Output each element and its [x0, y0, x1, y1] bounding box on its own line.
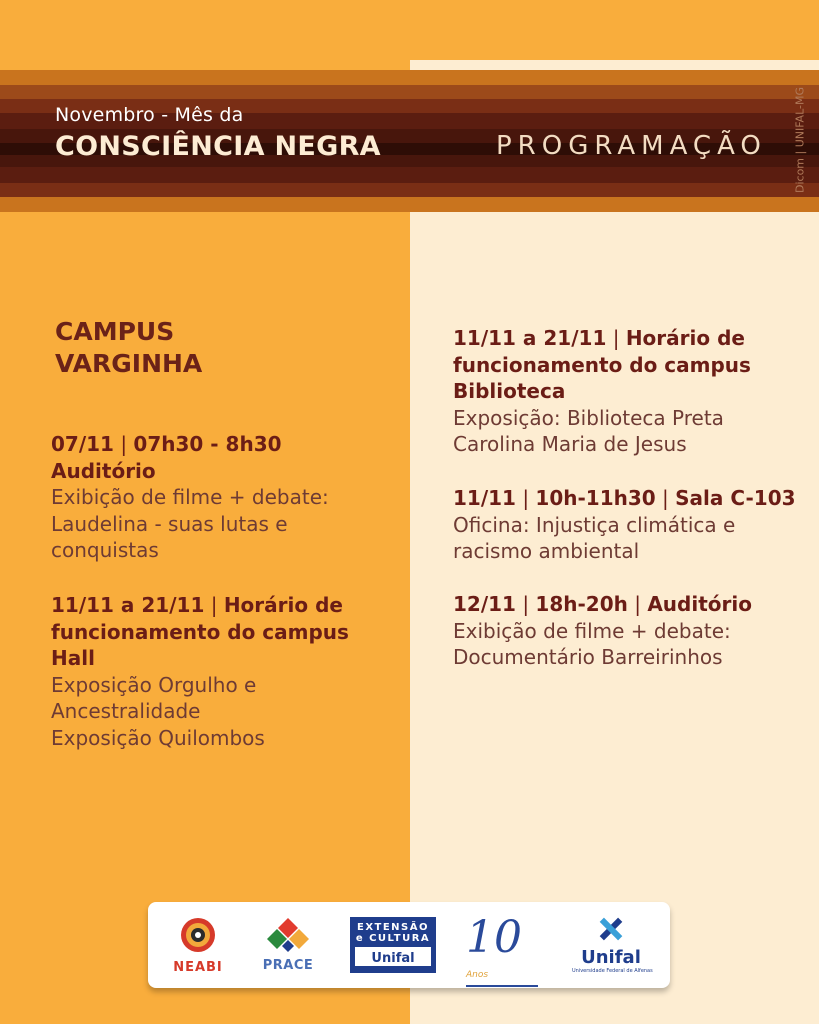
event-place: Hall	[51, 646, 95, 670]
event-head-line2: funcionamento do campus	[453, 352, 751, 377]
prace-emblem-icon	[258, 916, 318, 952]
extensao-line2: e CULTURA	[355, 933, 431, 944]
event-header: 11/11 a 21/11 | Horário de	[51, 593, 343, 617]
unifal-emblem-icon	[572, 914, 650, 944]
banner-subtitle: Novembro - Mês da	[55, 104, 244, 126]
event-head-line2: funcionamento do campus	[51, 619, 349, 644]
event-header: 07/11 | 07h30 - 8h30	[51, 432, 282, 456]
event-date: 11/11 a 21/11	[453, 326, 607, 350]
event-card	[453, 325, 751, 458]
event-desc-line: Documentário Barreirinhos	[453, 645, 723, 669]
event-desc-line: racismo ambiental	[453, 539, 640, 563]
neabi-logo	[170, 916, 226, 976]
event-desc-line: Ancestralidade	[51, 699, 201, 723]
event-date: 12/11	[453, 592, 516, 616]
event-desc-line: Oficina: Injustiça climática e	[453, 512, 736, 537]
event-time: 07h30 - 8h30	[133, 432, 282, 456]
neabi-label: NEABI	[173, 960, 223, 975]
event-time: 10h-11h30	[535, 486, 656, 510]
event-place: Auditório	[51, 458, 156, 483]
extensao-line1: EXTENSÃO	[356, 922, 429, 933]
banner-title: CONSCIÊNCIA NEGRA	[55, 131, 381, 162]
event-date: 11/11 a 21/11	[51, 593, 205, 617]
campus-heading	[55, 316, 202, 380]
event-date: 11/11	[453, 486, 516, 510]
event-desc-line: Exibição de filme + debate:	[51, 485, 329, 509]
partner-logos-bar	[148, 902, 670, 988]
campus-line-2: VARGINHA	[55, 349, 203, 378]
event-place: Auditório	[647, 592, 752, 616]
event-time: 18h-20h	[535, 592, 628, 616]
unifal-brand: Unifal	[581, 947, 641, 968]
extensao-brand-box	[355, 947, 431, 966]
credit-text: Dicom | UNIFAL-MG	[793, 86, 807, 194]
event-desc-line: Exposição: Biblioteca Preta	[453, 405, 724, 430]
event-card	[51, 592, 349, 751]
event-desc-line: conquistas	[51, 538, 159, 562]
event-header: 12/11 | 18h-20h | Auditório	[453, 592, 752, 616]
right-top-strip	[410, 0, 819, 60]
event-desc-line: Exposição Orgulho e	[51, 672, 257, 697]
event-desc-line: Laudelina - suas lutas e	[51, 511, 288, 536]
unifal-logo	[572, 914, 653, 978]
event-card	[453, 485, 796, 565]
event-card	[453, 591, 752, 671]
ten-years-divider	[466, 985, 538, 987]
event-desc-line: Carolina Maria de Jesus	[453, 432, 687, 456]
neabi-emblem-icon	[170, 916, 226, 954]
event-head-rest: Horário de	[223, 593, 343, 617]
event-card	[51, 431, 329, 564]
extensao-cultura-logo	[350, 917, 436, 973]
ten-years-number: 10	[466, 912, 522, 963]
event-head-rest: Horário de	[625, 326, 745, 350]
event-desc-line: Exposição Quilombos	[51, 725, 265, 750]
event-place: Sala C-103	[675, 486, 796, 510]
extensao-brand: Unifal	[371, 951, 415, 966]
event-desc-line: Exibição de filme + debate:	[453, 618, 731, 643]
campus-line-1: CAMPUS	[55, 317, 175, 346]
event-date: 07/11	[51, 432, 114, 456]
event-header: 11/11 | 10h-11h30 | Sala C-103	[453, 486, 796, 510]
prace-logo	[258, 916, 318, 978]
event-header: 11/11 a 21/11 | Horário de	[453, 326, 745, 350]
prace-label: PRACE	[262, 958, 314, 973]
event-place: Biblioteca	[453, 379, 566, 403]
unifal-subtitle: Universidade Federal de Alfenas	[572, 968, 653, 974]
program-label: PROGRAMAÇÃO	[496, 131, 767, 161]
ten-years-word: Anos	[466, 970, 489, 980]
ten-years-logo	[466, 912, 544, 980]
